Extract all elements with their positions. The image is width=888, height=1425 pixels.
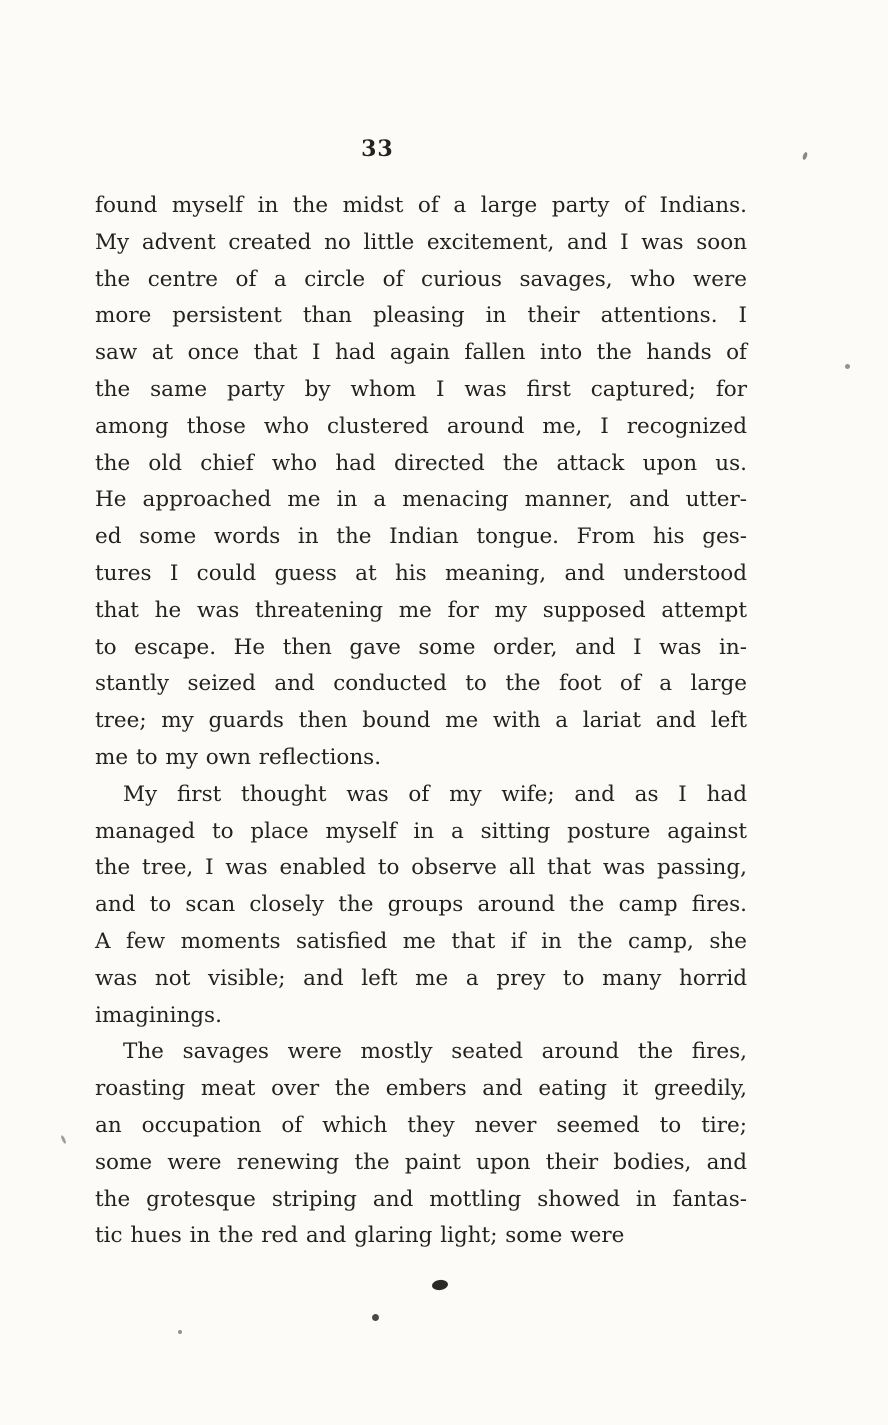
- text-line: A few moments satisfied me that if in the camp, she: [95, 928, 747, 954]
- text-line: tic hues in the red and glaring light; some were: [95, 1223, 625, 1249]
- text-line: the same party by whom I was first captured; for: [95, 376, 747, 402]
- text-line: My first thought was of my wife; and as I had: [123, 781, 747, 807]
- scan-speck: [60, 1135, 67, 1144]
- text-line: ed some words in the Indian tongue. From his ges-: [95, 524, 747, 550]
- scan-speck: [372, 1314, 379, 1321]
- page-text: [95, 188, 747, 1255]
- text-line: that he was threatening me for my supposed attempt: [95, 597, 747, 623]
- text-line: the grotesque striping and mottling showed in fantas-: [95, 1186, 747, 1212]
- text-line: the tree, I was enabled to observe all that was passing,: [95, 855, 747, 881]
- paragraph: [95, 188, 747, 777]
- scan-speck: [431, 1279, 448, 1291]
- text-line: the old chief who had directed the attack upon us.: [95, 450, 747, 476]
- text-line: among those who clustered around me, I recognized: [95, 413, 747, 439]
- text-line: The savages were mostly seated around the fires,: [123, 1039, 747, 1065]
- paragraph: [95, 1034, 747, 1255]
- text-line: the centre of a circle of curious savages, who were: [95, 266, 747, 292]
- text-line: imaginings.: [95, 1002, 222, 1028]
- text-line: My advent created no little excitement, and I was soon: [95, 229, 747, 255]
- scan-speck: [178, 1330, 182, 1334]
- text-line: to escape. He then gave some order, and I was in-: [95, 634, 747, 660]
- text-line: more persistent than pleasing in their attentions. I: [95, 303, 747, 329]
- text-line: found myself in the midst of a large party of Indians.: [95, 193, 747, 218]
- text-line: roasting meat over the embers and eating it greedily,: [95, 1076, 747, 1102]
- text-line: managed to place myself in a sitting posture against: [95, 818, 747, 844]
- page-number: 33: [361, 136, 394, 162]
- text-line: an occupation of which they never seemed to tire;: [95, 1112, 747, 1138]
- text-line: tree; my guards then bound me with a lariat and left: [95, 708, 747, 734]
- scan-speck: [802, 152, 808, 161]
- text-line: tures I could guess at his meaning, and understood: [95, 560, 747, 586]
- text-line: some were renewing the paint upon their bodies, and: [95, 1149, 747, 1175]
- text-line: saw at once that I had again fallen into the hands of: [95, 340, 747, 366]
- text-line: He approached me in a menacing manner, and utter-: [95, 487, 747, 513]
- text-line: me to my own reflections.: [95, 744, 382, 770]
- text-line: stantly seized and conducted to the foot of a large: [95, 671, 747, 697]
- text-line: was not visible; and left me a prey to many horrid: [95, 965, 747, 991]
- scan-speck: [845, 364, 850, 369]
- text-line: and to scan closely the groups around the camp fires.: [95, 892, 747, 918]
- paragraph: [95, 777, 747, 1035]
